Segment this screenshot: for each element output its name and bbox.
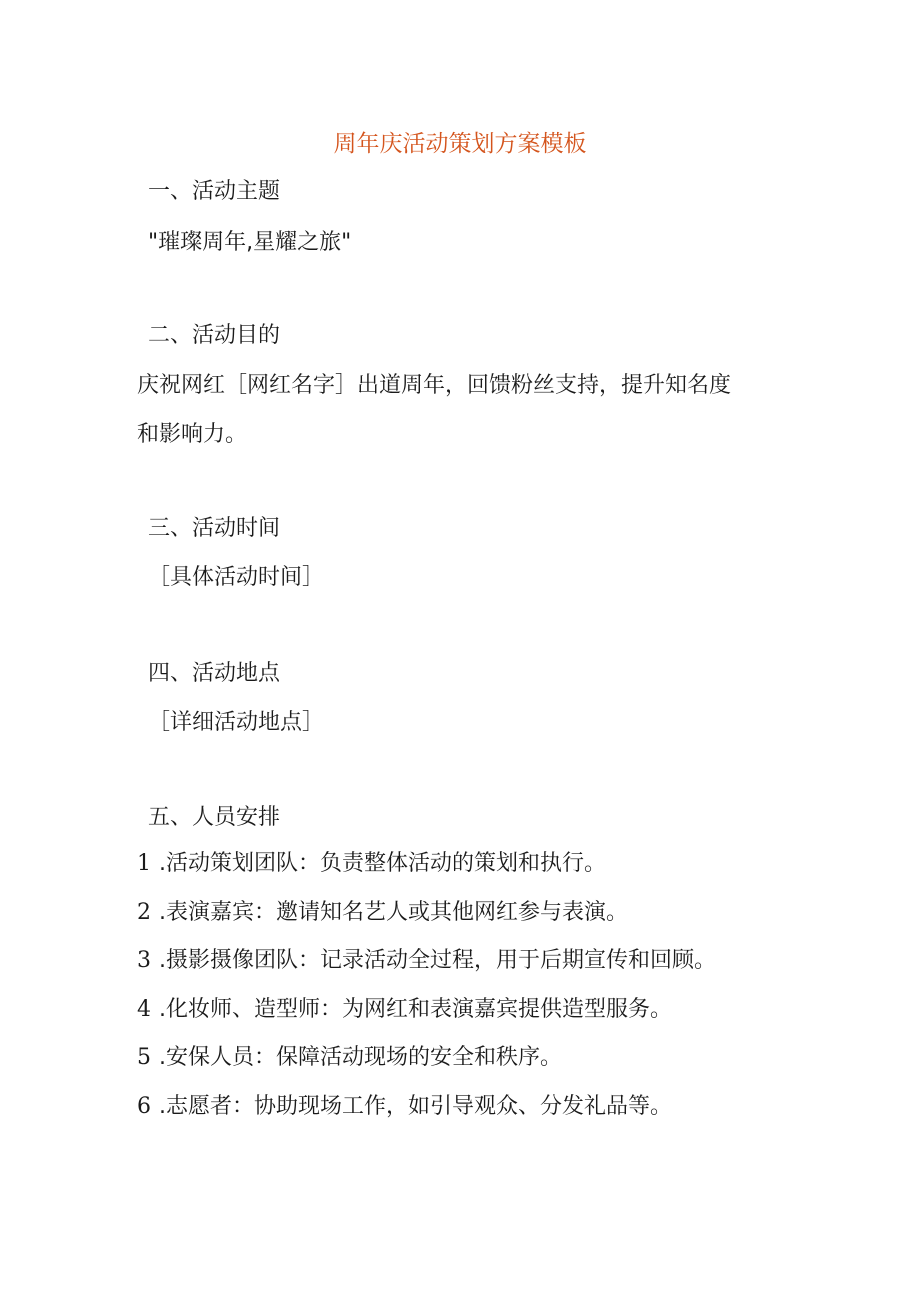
section-heading-staffing: 五、人员安排 [148, 805, 281, 830]
list-item-number: 2 [137, 900, 151, 925]
document-title: 周年庆活动策划方案模板 [333, 131, 587, 157]
section-content-purpose-line-1: 庆祝网红［网红名字］出道周年，回馈粉丝支持，提升知名度 [137, 373, 732, 398]
list-item [137, 1092, 672, 1122]
section-heading-location: 四、活动地点 [148, 661, 281, 686]
list-item [137, 995, 672, 1025]
section-content-purpose-line-2: 和影响力。 [137, 422, 248, 447]
section-content-theme: "璀璨周年,星耀之旅" [148, 230, 352, 255]
list-item-text: .摄影摄像团队：记录活动全过程，用于后期宣传和回顾。 [159, 948, 716, 973]
section-content-time: ［具体活动时间］ [148, 565, 325, 590]
list-item-number: 4 [137, 997, 151, 1022]
list-item-number: 3 [137, 948, 151, 973]
list-item [137, 946, 716, 976]
list-item-text: .活动策划团队：负责整体活动的策划和执行。 [159, 851, 606, 876]
section-heading-time: 三、活动时间 [148, 516, 281, 541]
section-heading-purpose: 二、活动目的 [148, 323, 281, 348]
section-heading-theme: 一、活动主题 [148, 179, 281, 204]
list-item-number: 5 [137, 1045, 151, 1070]
list-item-text: .表演嘉宾：邀请知名艺人或其他网红参与表演。 [159, 900, 628, 925]
list-item [137, 849, 606, 879]
list-item-text: .安保人员：保障活动现场的安全和秩序。 [159, 1045, 562, 1070]
list-item-text: .化妆师、造型师：为网红和表演嘉宾提供造型服务。 [159, 997, 672, 1022]
list-item-text: .志愿者：协助现场工作，如引导观众、分发礼品等。 [159, 1094, 672, 1119]
list-item-number: 6 [137, 1094, 151, 1119]
section-content-location: ［详细活动地点］ [148, 710, 325, 735]
list-item [137, 1043, 562, 1073]
list-item-number: 1 [137, 851, 151, 876]
list-item [137, 898, 628, 928]
